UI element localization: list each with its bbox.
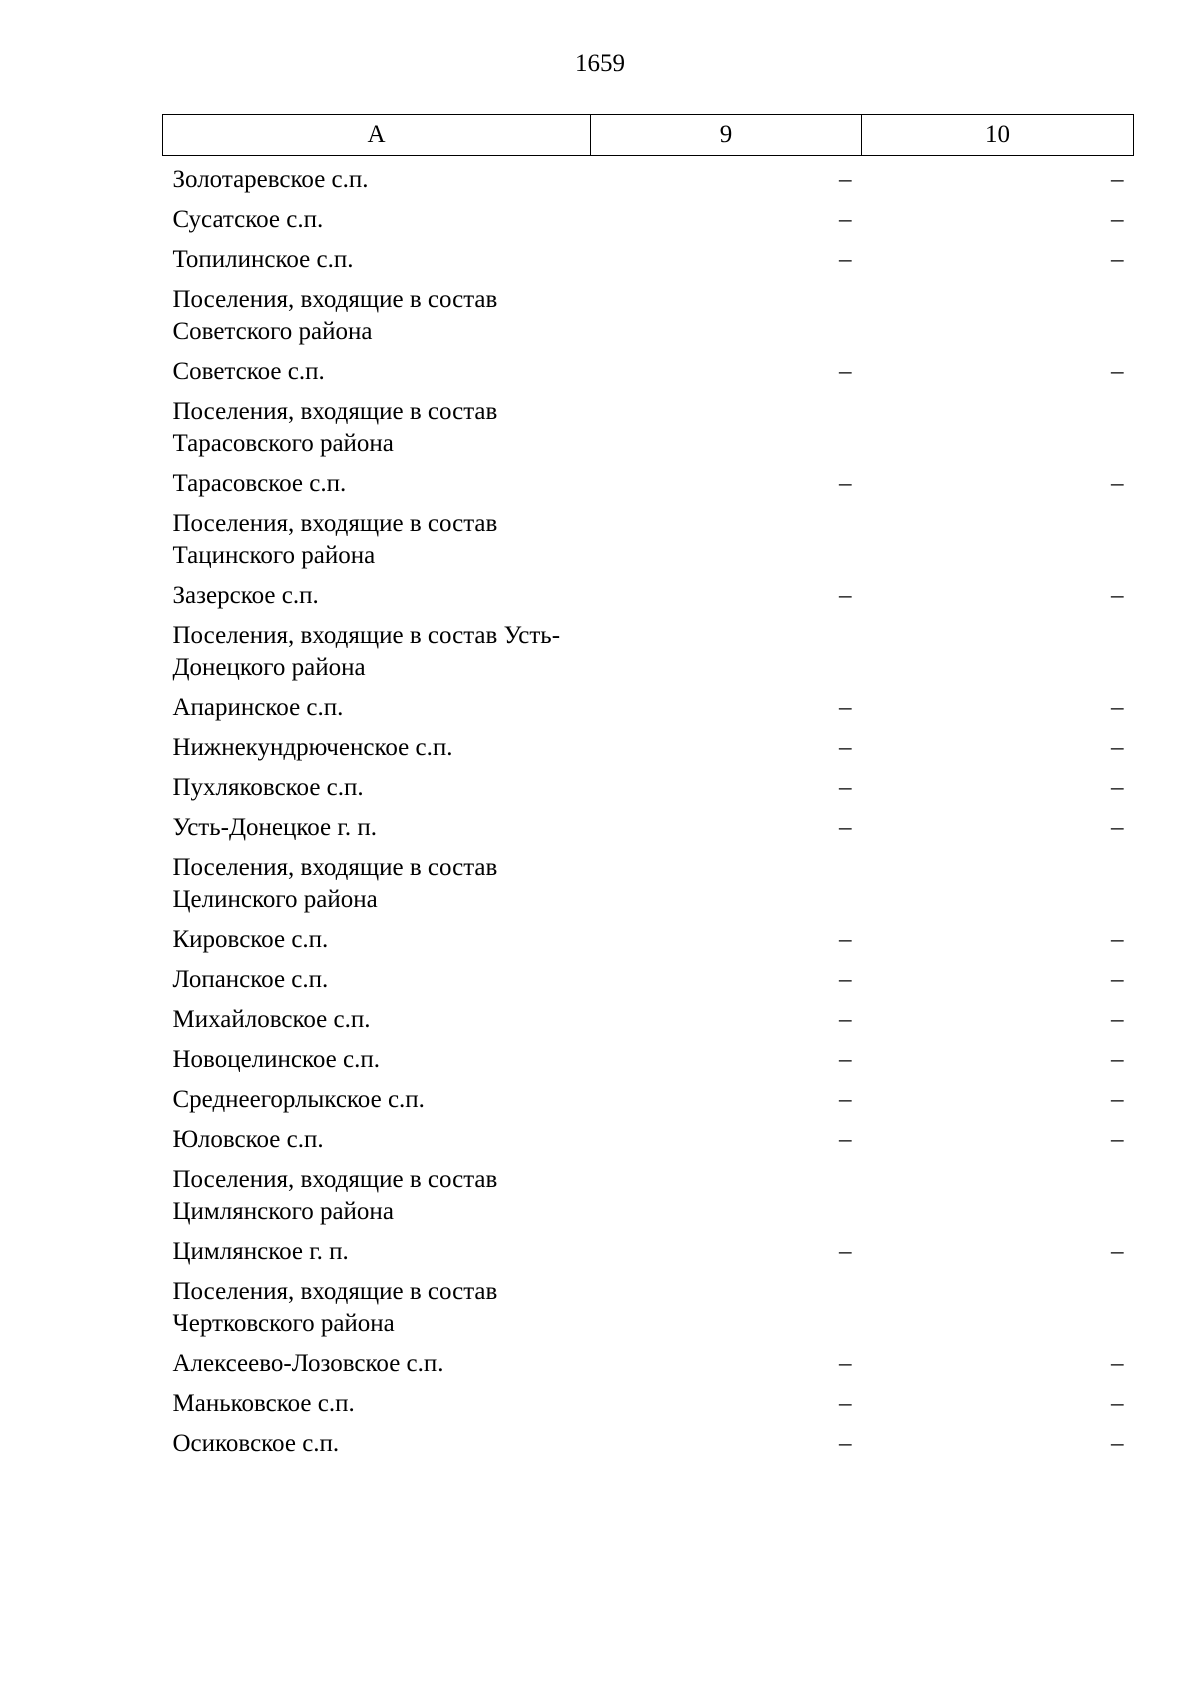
value-col-10: – [1111, 1086, 1124, 1113]
table-row [163, 1160, 1134, 1232]
value-col-9: – [839, 1086, 852, 1113]
table-row [163, 464, 1134, 504]
settlement-name: Поселения, входящие в состав Тацинского района [172, 510, 498, 569]
value-col-10: – [1111, 166, 1124, 193]
value-col-9: – [839, 1046, 852, 1073]
value-col-9: – [839, 582, 852, 609]
value-col-10: – [1111, 734, 1124, 761]
table-row [163, 1384, 1134, 1424]
table-row [163, 280, 1134, 352]
value-col-10 [862, 1272, 1134, 1344]
value-col-10: – [1111, 1238, 1124, 1265]
table-row [163, 352, 1134, 392]
value-col-9 [591, 504, 862, 576]
settlement-name: Тарасовское с.п. [172, 470, 347, 497]
value-col-9: – [839, 1430, 852, 1457]
settlement-name: Маньковское с.п. [172, 1390, 355, 1417]
table-row [163, 156, 1134, 201]
value-col-10 [862, 504, 1134, 576]
value-col-10: – [1111, 206, 1124, 233]
settlement-name: Золотаревское с.п. [172, 166, 369, 193]
table-row [163, 920, 1134, 960]
settlement-name: Осиковское с.п. [172, 1430, 340, 1457]
table-header-row [163, 115, 1134, 156]
table-row [163, 1080, 1134, 1120]
settlement-name: Кировское с.п. [172, 926, 329, 953]
table-row [163, 688, 1134, 728]
settlement-name: Поселения, входящие в состав Целинского района [172, 854, 498, 913]
table-row [163, 728, 1134, 768]
table-row [163, 200, 1134, 240]
table-row [163, 1232, 1134, 1272]
table-row [163, 960, 1134, 1000]
value-col-9: – [839, 734, 852, 761]
value-col-9: – [839, 1238, 852, 1265]
table-body [163, 156, 1134, 1465]
settlement-name: Сусатское с.п. [172, 206, 324, 233]
value-col-9 [591, 616, 862, 688]
value-col-10: – [1111, 1390, 1124, 1417]
value-col-9: – [839, 1390, 852, 1417]
value-col-10 [862, 616, 1134, 688]
settlement-name: Усть-Донецкое г. п. [172, 814, 377, 841]
value-col-10: – [1111, 814, 1124, 841]
value-col-10: – [1111, 1006, 1124, 1033]
value-col-9 [591, 1160, 862, 1232]
value-col-9: – [839, 1350, 852, 1377]
settlement-name: Поселения, входящие в состав Чертковского района [172, 1278, 498, 1337]
table-row [163, 1272, 1134, 1344]
value-col-10: – [1111, 470, 1124, 497]
value-col-9 [591, 848, 862, 920]
table-row [163, 1000, 1134, 1040]
value-col-10: – [1111, 358, 1124, 385]
page-number: 1659 [575, 50, 625, 77]
settlement-name: Михайловское с.п. [172, 1006, 371, 1033]
value-col-9: – [839, 470, 852, 497]
value-col-9: – [839, 1126, 852, 1153]
table-row [163, 392, 1134, 464]
value-col-10: – [1111, 1350, 1124, 1377]
value-col-10: – [1111, 966, 1124, 993]
value-col-10: – [1111, 1430, 1124, 1457]
value-col-10 [862, 280, 1134, 352]
settlement-name: Новоцелинское с.п. [172, 1046, 380, 1073]
column-header-10: 10 [862, 115, 1134, 156]
settlement-name: Поселения, входящие в состав Советского района [172, 286, 498, 345]
table-row [163, 808, 1134, 848]
value-col-9: – [839, 774, 852, 801]
table-row [163, 768, 1134, 808]
value-col-9: – [839, 206, 852, 233]
value-col-9 [591, 280, 862, 352]
value-col-9: – [839, 1006, 852, 1033]
value-col-10 [862, 848, 1134, 920]
table-row [163, 1344, 1134, 1384]
value-col-10: – [1111, 926, 1124, 953]
value-col-9: – [839, 814, 852, 841]
value-col-9: – [839, 694, 852, 721]
value-col-9: – [839, 926, 852, 953]
value-col-9: – [839, 358, 852, 385]
settlement-name: Нижнекундрюченское с.п. [172, 734, 453, 761]
settlement-name: Юловское с.п. [172, 1126, 324, 1153]
data-table [162, 114, 1134, 1464]
value-col-10: – [1111, 694, 1124, 721]
settlement-name: Лопанское с.п. [172, 966, 329, 993]
column-header-a: А [163, 115, 591, 156]
value-col-9 [591, 392, 862, 464]
settlement-name: Поселения, входящие в состав Усть-Донецкого района [172, 622, 561, 681]
settlement-name: Зазерское с.п. [172, 582, 319, 609]
settlement-name: Цимлянское г. п. [172, 1238, 349, 1265]
column-header-9: 9 [591, 115, 862, 156]
value-col-10: – [1111, 246, 1124, 273]
settlement-name: Пухляковское с.п. [172, 774, 364, 801]
value-col-10: – [1111, 1046, 1124, 1073]
table-row [163, 240, 1134, 280]
value-col-10 [862, 392, 1134, 464]
value-col-9: – [839, 166, 852, 193]
value-col-10: – [1111, 774, 1124, 801]
table-row [163, 1120, 1134, 1160]
table-row [163, 504, 1134, 576]
settlement-name: Алексеево-Лозовское с.п. [172, 1350, 444, 1377]
settlement-name: Поселения, входящие в состав Тарасовского района [172, 398, 498, 457]
value-col-9: – [839, 246, 852, 273]
value-col-9: – [839, 966, 852, 993]
value-col-10: – [1111, 582, 1124, 609]
settlement-name: Советское с.п. [172, 358, 325, 385]
settlement-name: Апаринское с.п. [172, 694, 344, 721]
table-row [163, 1040, 1134, 1080]
table-row [163, 848, 1134, 920]
value-col-10 [862, 1160, 1134, 1232]
table-row [163, 576, 1134, 616]
table-row [163, 616, 1134, 688]
settlement-name: Среднеегорлыкское с.п. [172, 1086, 425, 1113]
value-col-10: – [1111, 1126, 1124, 1153]
settlement-name: Топилинское с.п. [172, 246, 354, 273]
table-row [163, 1424, 1134, 1464]
value-col-9 [591, 1272, 862, 1344]
settlement-name: Поселения, входящие в состав Цимлянского района [172, 1166, 498, 1225]
